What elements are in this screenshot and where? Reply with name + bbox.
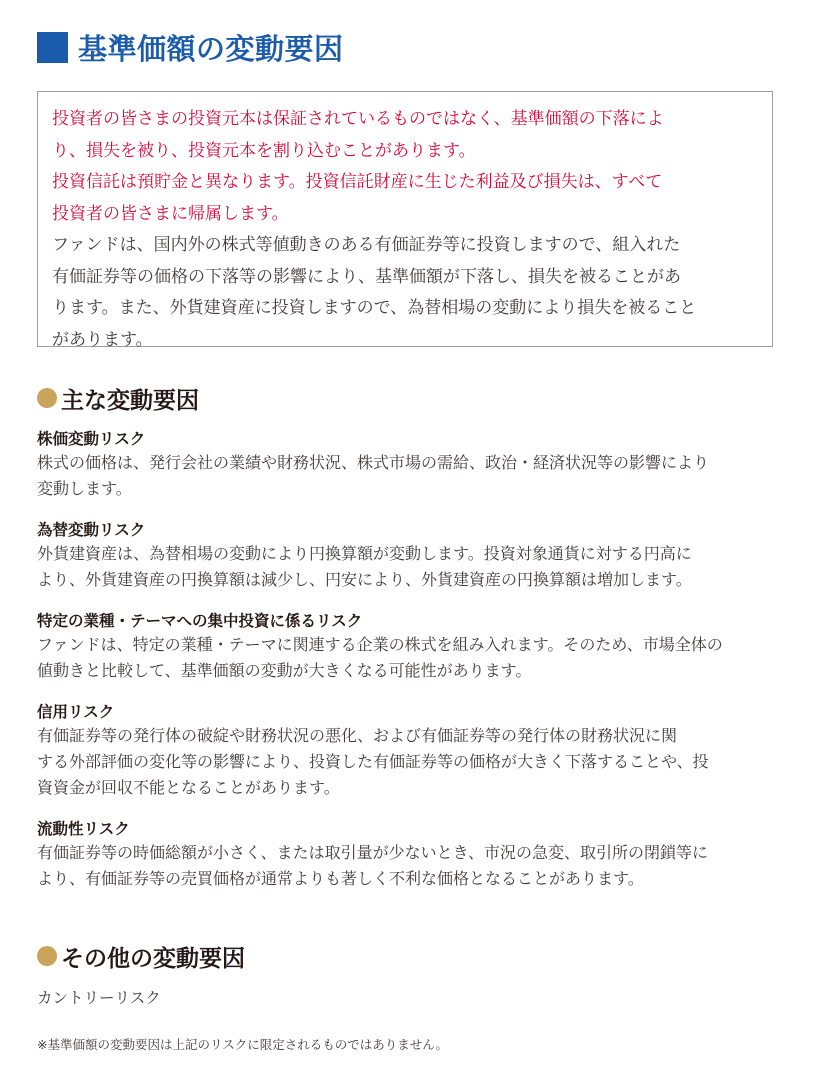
risk-description-line: 変動します。 <box>37 479 132 498</box>
notice-line: があります。 <box>52 329 153 350</box>
risk-item <box>37 428 782 502</box>
page-title-text: 基準価額の変動要因 <box>78 31 344 66</box>
country-risk-item: カントリーリスク <box>37 989 161 1007</box>
risk-description-line: 有価証券等の時価総額が小さく、または取引量が少ないとき、市況の急変、取引所の閉鎖等に <box>37 843 709 862</box>
notice-line: ります。また、外貨建資産に投資しますので、為替相場の変動により損失を被ること <box>52 298 697 318</box>
risk-title: 為替変動リスク <box>37 521 146 539</box>
risk-item <box>37 701 782 801</box>
risk-spacer <box>37 801 782 818</box>
main-factors-heading <box>37 380 199 416</box>
page-title <box>37 26 344 68</box>
risk-title: 特定の業種・テーマへの集中投資に係るリスク <box>37 612 363 630</box>
notice-line: 投資信託は預貯金と異なります。投資信託財産に生じた利益及び損失は、すべて <box>52 172 663 192</box>
other-factors-heading-text: その他の変動要因 <box>61 945 245 972</box>
main-factors-heading-text: 主な変動要因 <box>61 387 199 414</box>
risk-description-line: より、有価証券等の売買価格が通常よりも著しく不利な価格となることがあります。 <box>37 869 644 888</box>
bullet-dot-icon <box>37 946 57 966</box>
risk-item <box>37 519 782 593</box>
risk-description-line: 株式の価格は、発行会社の業績や財務状況、株式市場の需給、政治・経済状況等の影響により <box>37 453 710 472</box>
bullet-dot-icon <box>37 388 57 408</box>
notice-line: 投資者の皆さまの投資元本は保証されているものではなく、基準価額の下落によ <box>52 109 664 129</box>
notice-line: ファンドは、国内外の株式等値動きのある有価証券等に投資しますので、組入れた <box>52 235 681 255</box>
risk-title: 流動性リスク <box>37 820 130 838</box>
risk-description-line: 有価証券等の発行体の破綻や財務状況の悪化、および有価証券等の発行体の財務状況に関 <box>37 726 678 745</box>
risk-title: 株価変動リスク <box>37 430 146 448</box>
footnote: ※基準価額の変動要因は上記のリスクに限定されるものではありません。 <box>37 1037 448 1052</box>
title-square-marker <box>37 32 68 63</box>
risk-notice-box <box>37 91 773 350</box>
risk-description-line: 資資金が回収不能となることがあります。 <box>37 778 340 797</box>
risk-description-line: より、外貨建資産の円換算額は減少し、円安により、外貨建資産の円換算額は増加します。 <box>37 570 692 589</box>
risk-item <box>37 610 782 684</box>
notice-line: 有価証券等の価格の下落等の影響により、基準価額が下落し、損失を被ることがあ <box>52 266 681 287</box>
risk-spacer <box>37 593 782 610</box>
risk-description-line: する外部評価の変化等の影響により、投資した有価証券等の価格が大きく下落することや、投 <box>37 752 709 771</box>
risk-description-line: 外貨建資産は、為替相場の変動により円換算額が変動します。投資対象通貨に対する円高に <box>37 544 692 563</box>
risk-description-line: ファンドは、特定の業種・テーマに関連する企業の株式を組み入れます。そのため、市場全体の <box>37 635 723 654</box>
other-factors-heading <box>37 938 245 974</box>
risk-spacer <box>37 502 782 519</box>
risk-description-line: 値動きと比較して、基準価額の変動が大きくなる可能性があります。 <box>37 661 532 680</box>
risk-title: 信用リスク <box>37 703 115 721</box>
risk-list <box>37 428 782 892</box>
notice-line: 投資者の皆さまに帰属します。 <box>52 203 289 224</box>
risk-item <box>37 818 782 892</box>
risk-spacer <box>37 684 782 701</box>
notice-line: り、損失を被り、投資元本を割り込むことがあります。 <box>52 140 476 161</box>
